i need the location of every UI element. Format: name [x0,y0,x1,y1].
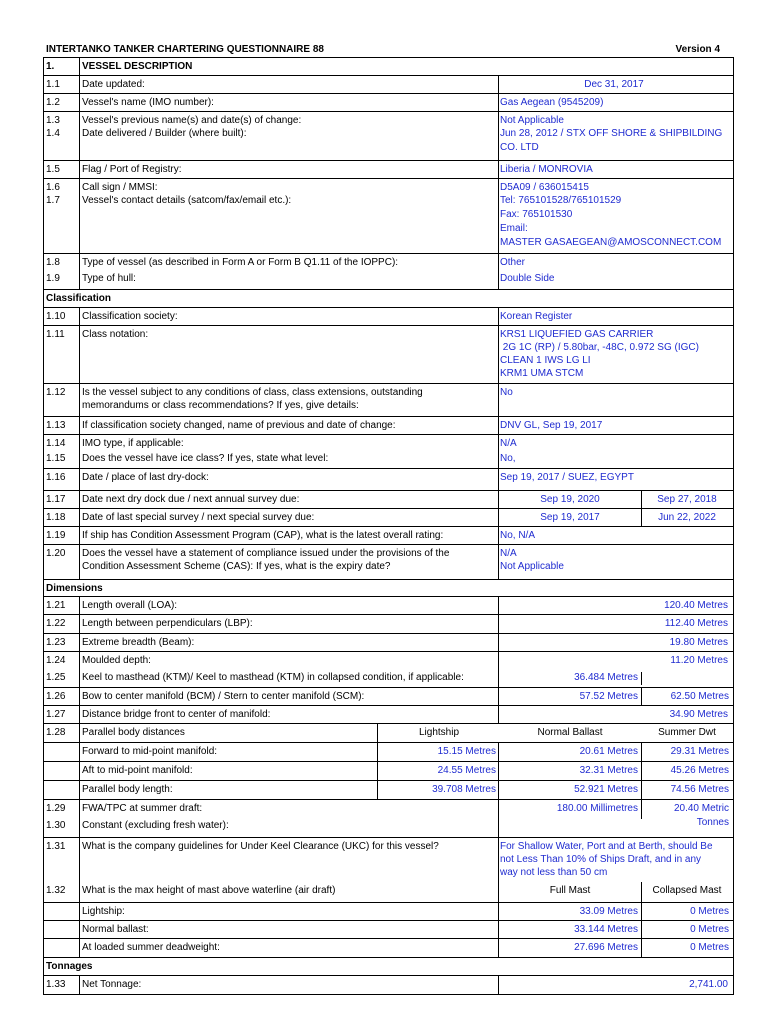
row-question: IMO type, if applicable: [82,438,184,449]
table-row [44,434,733,468]
row-number: 1.8 [46,257,60,268]
row-answer: N/A [500,548,517,559]
table-row [44,178,733,253]
section-header-row [44,289,733,307]
row-question: Call sign / MMSI: [82,182,158,193]
row-question: Does the vessel have a statement of compliance issued under the provisions of the [82,548,450,559]
row-answer: 15.15 Metres [437,746,496,757]
row-answer: Sep 19, 2017 [540,512,600,523]
row-question: Type of hull: [82,273,136,284]
row-question: Forward to mid-point manifold: [82,746,218,757]
row-answer: 19.80 Metres [669,637,728,648]
row-question: Bow to center manifold (BCM) / Stern to center manifold (SCM): [82,691,365,702]
row-question: Parallel body length: [82,784,173,795]
table-row [44,526,733,544]
row-answer: 11.20 Metres [670,655,728,666]
row-answer: Double Side [500,273,555,284]
row-answer: 34.90 Metres [669,709,728,720]
row-number: 1.2 [46,97,60,108]
row-answer: 20.61 Metres [579,746,638,757]
section-title: Dimensions [46,583,103,594]
row-number: 1.7 [46,195,60,206]
table-row [44,614,733,633]
table-row [44,416,733,434]
row-question: FWA/TPC at summer draft: [82,803,203,814]
row-question: Normal ballast: [82,924,149,935]
row-question: Vessel's previous name(s) and date(s) of change: [82,115,302,126]
row-question: Moulded depth: [82,655,151,666]
row-answer: way not less than 50 cm [500,867,608,878]
row-answer: 29.31 Metres [670,746,729,757]
table-row [44,307,733,325]
row-number: 1.17 [46,494,66,505]
row-answer: 0 Metres [690,906,729,917]
row-question: Date of last special survey / next special survey due: [82,512,315,523]
row-answer: 0 Metres [690,942,729,953]
row-answer: 74.56 Metres [670,784,729,795]
section-header-row [44,957,733,975]
row-question: Aft to mid-point manifold: [82,765,193,776]
row-number: 1.27 [46,709,66,720]
row-answer: 2,741.00 [689,979,728,990]
section-header-row [44,579,733,596]
row-question: Extreme breadth (Beam): [82,637,195,648]
row-answer: Jun 28, 2012 / STX OFF SHORE & SHIPBILDING [500,128,723,139]
table-row [44,780,733,799]
row-question: If ship has Condition Assessment Program (CAP), what is the latest overall rating: [82,530,444,541]
row-question: Keel to masthead (KTM)/ Keel to masthead (KTM) in collapsed condition, if applicable: [82,672,464,683]
table-row [44,902,733,920]
row-question: Parallel body distances [82,727,185,738]
row-number: 1.1 [46,79,60,90]
row-answer: MASTER GASAEGEAN@AMOSCONNECT.COM [500,237,722,248]
row-answer: CLEAN 1 IWS LG LI [500,355,591,366]
row-answer: 62.50 Metres [670,691,729,702]
row-answer: 112.40 Metres [664,618,728,629]
row-answer: Gas Aegean (9545209) [500,97,604,108]
section-header-row [44,57,733,75]
table-row [44,325,733,383]
row-number: 1.23 [46,637,66,648]
row-answer: DNV GL, Sep 19, 2017 [500,420,603,431]
row-answer: 120.40 Metres [664,600,728,611]
row-number: 1.11 [46,329,65,340]
row-answer: No, [500,453,516,464]
row-number: 1.30 [46,820,66,831]
row-question: Does the vessel have ice class? If yes, state what level: [82,453,329,464]
row-answer: not Less Than 10% of Ships Draft, and in any [500,854,702,865]
table-row [44,111,733,160]
table-row [44,705,733,723]
row-number: 1.5 [46,164,60,175]
row-question: Length overall (LOA): [82,600,178,611]
row-question: Classification society: [82,311,178,322]
table-row [44,544,733,579]
document-version: Version 4 [675,44,720,55]
row-question: memorandums or class recommendations? If yes, give details: [82,400,359,411]
row-question: Condition Assessment Scheme (CAS): If yes, what is the expiry date? [82,561,391,572]
row-answer: Dec 31, 2017 [584,79,644,90]
row-number: 1.22 [46,618,66,629]
row-answer: Other [500,257,526,268]
row-answer: KRM1 UMA STCM [500,368,584,379]
row-number: 1.33 [46,979,66,990]
table-row [44,93,733,111]
row-number: 1.9 [46,273,60,284]
row-answer: 2G 1C (RP) / 5.80bar, -48C, 0.972 SG (IGC) [500,342,699,353]
row-answer: CO. LTD [500,142,539,153]
row-answer: N/A [500,438,517,449]
row-number: 1.15 [46,453,66,464]
row-answer: Email: [500,223,528,234]
row-number: 1.19 [46,530,66,541]
row-answer: 20.40 Metric Tonnes [673,803,729,828]
table-row [44,596,733,614]
row-number: 1.28 [46,727,66,738]
row-question: Distance bridge front to center of manifold: [82,709,271,720]
row-number: 1.31 [46,841,66,852]
table-row [44,938,733,957]
table-row [44,920,733,938]
table-row [44,723,733,742]
row-number: 1.26 [46,691,66,702]
column-header: Lightship [418,727,460,738]
row-number: 1.18 [46,512,66,523]
row-answer: Jun 22, 2022 [658,512,716,523]
row-question: Date next dry dock due / next annual survey due: [82,494,300,505]
document-title: INTERTANKO TANKER CHARTERING QUESTIONNAIRE 88 [46,44,324,55]
table-row [44,253,733,289]
table-row [44,633,733,651]
row-number: 1.10 [46,311,66,322]
row-number: 1.3 [46,115,60,126]
row-answer: 32.31 Metres [579,765,638,776]
column-header: Normal Ballast [537,727,603,738]
row-question: Type of vessel (as described in Form A or Form B Q1.11 of the IOPPC): [82,257,399,268]
row-answer: Liberia / MONROVIA [500,164,593,175]
document-header [46,44,720,55]
row-number: 1.6 [46,182,60,193]
row-question: What is the max height of mast above waterline (air draft) [82,885,336,896]
table-row [44,160,733,178]
table-row [44,837,733,902]
table-row [44,75,733,93]
row-question: Net Tonnage: [82,979,142,990]
row-answer: 33.09 Metres [579,906,638,917]
row-question: Date / place of last dry-dock: [82,472,209,483]
section-title: VESSEL DESCRIPTION [82,61,193,72]
row-answer: Not Applicable [500,115,564,126]
table-row [44,799,733,837]
row-answer: Fax: 765101530 [500,209,573,220]
row-question: Is the vessel subject to any conditions of class, class extensions, outstanding [82,387,423,398]
table-row [44,975,733,995]
row-question: If classification society changed, name of previous and date of change: [82,420,396,431]
row-answer: Sep 19, 2020 [540,494,600,505]
row-question: Lightship: [82,906,125,917]
table-row [44,651,733,669]
column-header: Summer Dwt [658,727,716,738]
row-number: 1.16 [46,472,66,483]
row-answer: Tel: 765101528/765101529 [500,195,622,206]
row-answer: 27.696 Metres [574,942,638,953]
column-header: Collapsed Mast [652,885,722,896]
row-answer: 24.55 Metres [437,765,496,776]
row-number: 1.14 [46,438,66,449]
row-question: Length between perpendiculars (LBP): [82,618,253,629]
row-question: Date updated: [82,79,145,90]
row-answer: KRS1 LIQUEFIED GAS CARRIER [500,329,654,340]
row-question: Vessel's contact details (satcom/fax/email etc.): [82,195,292,206]
row-number: 1.4 [46,128,60,139]
table-row [44,468,733,490]
row-number: 1.20 [46,548,66,559]
row-number: 1.25 [46,672,66,683]
row-number: 1.29 [46,803,66,814]
row-number: 1.32 [46,885,66,896]
row-question: What is the company guidelines for Under Keel Clearance (UKC) for this vessel? [82,841,439,852]
questionnaire-table [43,57,734,995]
table-row [44,687,733,705]
row-number: 1.12 [46,387,66,398]
table-row [44,669,733,687]
row-number: 1.24 [46,655,66,666]
row-question: Date delivered / Builder (where built): [82,128,247,139]
row-question: At loaded summer deadweight: [82,942,220,953]
row-answer: 36.484 Metres [574,672,638,683]
row-question: Vessel's name (IMO number): [82,97,214,108]
section-number: 1. [46,61,55,72]
row-answer: 45.26 Metres [670,765,729,776]
row-answer: No, N/A [500,530,536,541]
row-question: Flag / Port of Registry: [82,164,182,175]
row-answer: Not Applicable [500,561,564,572]
row-answer: 39.708 Metres [432,784,496,795]
row-answer: Sep 19, 2017 / SUEZ, EGYPT [500,472,634,483]
row-answer: Korean Register [500,311,573,322]
row-number: 1.21 [46,600,66,611]
section-title: Classification [46,293,112,304]
row-answer: For Shallow Water, Port and at Berth, should Be [500,841,713,852]
row-answer: 180.00 Millimetres [556,803,638,814]
row-answer: 57.52 Metres [579,691,638,702]
row-answer: 33.144 Metres [574,924,638,935]
row-number: 1.13 [46,420,66,431]
table-row [44,490,733,508]
row-answer: No [500,387,513,398]
table-row [44,508,733,526]
row-question: Class notation: [82,329,149,340]
section-title: Tonnages [46,961,93,972]
row-answer: 0 Metres [690,924,729,935]
column-header: Full Mast [549,885,591,896]
table-row [44,761,733,780]
table-row [44,383,733,416]
row-answer: Sep 27, 2018 [657,494,717,505]
row-answer: D5A09 / 636015415 [500,182,589,193]
table-row [44,742,733,761]
row-question: Constant (excluding fresh water): [82,820,229,831]
row-answer: 52.921 Metres [574,784,638,795]
